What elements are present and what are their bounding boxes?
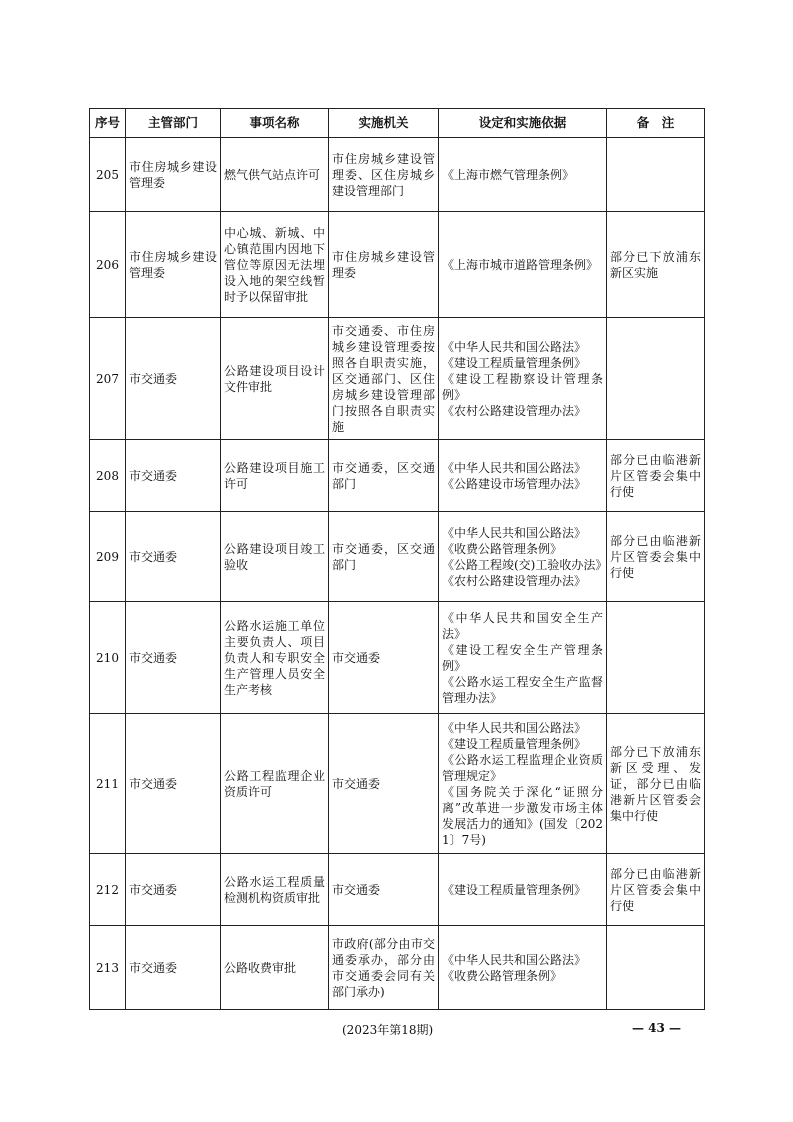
table-row [90,512,705,602]
issue-label: (2023年第18期) [342,1023,434,1037]
cell-serial: 209 [90,512,126,602]
cell-note: 部分已下放浦东新区实施 [607,212,705,318]
basis-line: 《中华人民共和国公路法》 [442,525,587,540]
basis-line: 《中华人民共和国公路法》 [442,720,587,735]
table-row [90,602,705,714]
basis-line: 《上海市城市道路管理条例》 [442,257,599,272]
cell-item-name: 中心城、新城、中心镇范围内因地下管位等原因无法埋设入地的架空线暂时予以保留审批 [221,212,329,318]
cell-agency: 市交通委，区交通部门 [329,440,439,512]
cell-department: 市交通委 [126,318,221,440]
basis-line: 《农村公路建设管理办法》 [442,403,587,418]
cell-agency: 市交通委 [329,714,439,854]
basis-line: 《公路水运工程监理企业资质管理规定》 [442,752,603,783]
table-row [90,212,705,318]
cell-item-name: 公路工程监理企业资质许可 [221,714,329,854]
cell-serial: 211 [90,714,126,854]
cell-item-name: 公路水运工程质量检测机构资质审批 [221,854,329,926]
header-item-name: 事项名称 [221,109,329,138]
cell-agency: 市交通委，区交通部门 [329,512,439,602]
page-number: — 43 — [632,1021,682,1035]
table-row [90,926,705,1010]
cell-basis [439,318,607,440]
table-row [90,138,705,212]
basis-line: 《公路水运工程安全生产监督管理办法》 [442,674,603,705]
cell-basis [439,926,607,1010]
table-header-row [90,109,705,138]
basis-line: 《中华人民共和国公路法》 [442,952,587,967]
cell-department: 市住房城乡建设管理委 [126,212,221,318]
cell-serial: 205 [90,138,126,212]
cell-agency: 市交通委 [329,602,439,714]
basis-line: 《建设工程安全生产管理条例》 [442,642,603,673]
cell-serial: 208 [90,440,126,512]
cell-serial: 213 [90,926,126,1010]
basis-line: 《中华人民共和国安全生产法》 [442,610,603,641]
cell-agency: 市住房城乡建设管理委、区住房城乡建设管理部门 [329,138,439,212]
cell-item-name: 公路建设项目施工许可 [221,440,329,512]
header-department: 主管部门 [126,109,221,138]
cell-basis [439,854,607,926]
cell-item-name: 燃气供气站点许可 [221,138,329,212]
cell-note: 部分已由临港新片区管委会集中行使 [607,440,705,512]
cell-agency: 市交通委 [329,854,439,926]
cell-basis [439,138,607,212]
cell-item-name: 公路水运施工单位主要负责人、项目负责人和专职安全生产管理人员安全生产考核 [221,602,329,714]
basis-line: 《建设工程质量管理条例》 [442,736,587,751]
table-row [90,440,705,512]
table-body [90,138,705,1010]
cell-basis [439,440,607,512]
table-row [90,854,705,926]
basis-line: 《上海市燃气管理条例》 [442,167,575,182]
cell-note: 部分已下放浦东新区受理、发证，部分已由临港新片区管委会集中行使 [607,714,705,854]
cell-item-name: 公路建设项目设计文件审批 [221,318,329,440]
cell-department: 市交通委 [126,854,221,926]
cell-department: 市交通委 [126,440,221,512]
cell-department: 市交通委 [126,512,221,602]
cell-basis [439,714,607,854]
cell-department: 市交通委 [126,602,221,714]
basis-line: 《中华人民共和国公路法》 [442,460,587,475]
cell-note [607,318,705,440]
cell-note: 部分已由临港新片区管委会集中行使 [607,854,705,926]
cell-agency: 市住房城乡建设管理委 [329,212,439,318]
basis-line: 《公路工程竣(交)工验收办法》 [442,557,608,572]
cell-department: 市住房城乡建设管理委 [126,138,221,212]
basis-line: 《农村公路建设管理办法》 [442,573,587,588]
basis-line: 《建设工程质量管理条例》 [442,882,587,897]
basis-line: 《建设工程质量管理条例》 [442,355,587,370]
basis-line: 《中华人民共和国公路法》 [442,339,587,354]
basis-line: 《公路建设市场管理办法》 [442,476,587,491]
cell-department: 市交通委 [126,926,221,1010]
page-footer [0,1021,793,1039]
cell-note: 部分已由临港新片区管委会集中行使 [607,512,705,602]
basis-line: 《收费公路管理条例》 [442,968,563,983]
cell-serial: 206 [90,212,126,318]
header-note: 备 注 [607,109,705,138]
cell-basis [439,512,607,602]
basis-line: 《收费公路管理条例》 [442,541,563,556]
cell-basis [439,212,607,318]
cell-note [607,926,705,1010]
cell-department: 市交通委 [126,714,221,854]
header-agency: 实施机关 [329,109,439,138]
cell-basis [439,602,607,714]
cell-item-name: 公路建设项目竣工验收 [221,512,329,602]
table-row [90,714,705,854]
cell-item-name: 公路收费审批 [221,926,329,1010]
cell-agency: 市交通委、市住房城乡建设管理委按照各自职责实施，区交通部门、区住房城乡建设管理部门按照各自职责实施 [329,318,439,440]
basis-line: 《建设工程勘察设计管理条例》 [442,371,603,402]
header-basis: 设定和实施依据 [439,109,607,138]
table-row [90,318,705,440]
cell-note [607,138,705,212]
cell-serial: 210 [90,602,126,714]
cell-serial: 207 [90,318,126,440]
cell-serial: 212 [90,854,126,926]
approval-items-table [89,108,705,1010]
cell-agency: 市政府(部分由市交通委承办，部分由市交通委会同有关部门承办) [329,926,439,1010]
basis-line: 《国务院关于深化“证照分离”改革进一步激发市场主体发展活力的通知》(国发〔2021〕7号) [442,784,603,847]
cell-note [607,602,705,714]
header-serial: 序号 [90,109,126,138]
